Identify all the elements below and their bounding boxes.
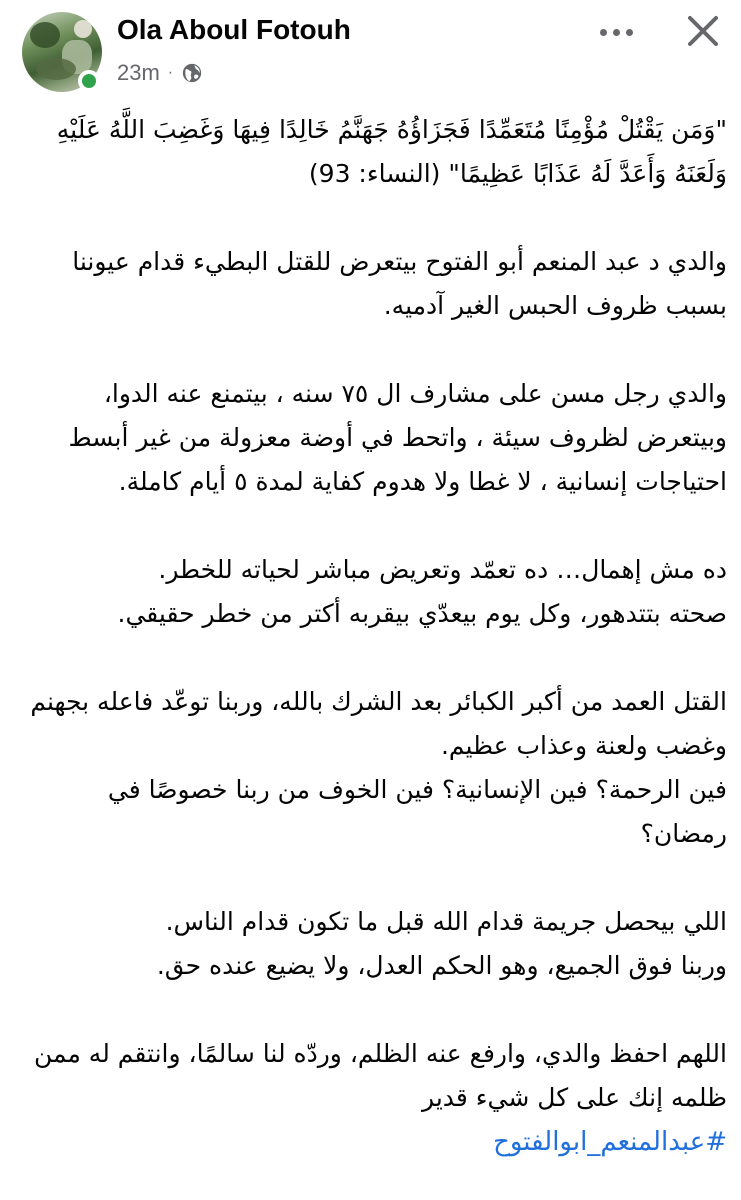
post-time[interactable]: 23m <box>117 60 160 85</box>
globe-icon[interactable] <box>181 62 203 84</box>
more-options-icon[interactable] <box>596 16 636 48</box>
meta-separator: · <box>167 64 174 81</box>
post-paragraph: والدي رجل مسن على مشارف ال ٧٥ سنه ، بيتمنع عنه الدوا، وبيتعرض لظروف سيئة ، واتحط في أوضة معزولة من غير أبسط احتياجات إنسانية ، لا غطا ولا هدوم كفاية لمدة ٥ أيام كاملة. <box>68 379 727 496</box>
post-text <box>22 108 727 1164</box>
author-name[interactable]: Ola Aboul Fotouh <box>117 14 351 45</box>
online-status-dot <box>78 70 100 92</box>
post-header <box>0 0 741 100</box>
prayer-paragraph: اللهم احفظ والدي، وارفع عنه الظلم، وردّه لنا سالمًا، وانتقم له ممن ظلمه إنك على كل شيء قدير <box>33 1039 727 1112</box>
post-paragraph: والدي د عبد المنعم أبو الفتوح بيتعرض للقتل البطيء قدام عيوننا بسبب ظروف الحبس الغير آدميه. <box>72 247 727 320</box>
hashtag-link[interactable]: #عبدالمنعم_ابوالفتوح <box>493 1127 727 1157</box>
post-line: اللي بيحصل جريمة قدام الله قبل ما تكون قدام الناس. <box>165 907 727 936</box>
close-icon[interactable] <box>680 12 724 52</box>
post-line: صحته بتتدهور، وكل يوم بيعدّي بيقربه أكتر من خطر حقيقي. <box>117 599 727 628</box>
post-line: وربنا فوق الجميع، وهو الحكم العدل، ولا يضيع عنده حق. <box>156 951 727 980</box>
post-line: فين الرحمة؟ فين الإنسانية؟ فين الخوف من ربنا خصوصًا في رمضان؟ <box>107 775 727 848</box>
post-line: ده مش إهمال… ده تعمّد وتعريض مباشر لحياته للخطر. <box>158 555 727 584</box>
author-avatar[interactable] <box>22 12 102 92</box>
post-line: القتل العمد من أكبر الكبائر بعد الشرك بالله، وربنا توعّد فاعله بجهنم وغضب ولعنة وعذاب عظيم. <box>30 687 727 760</box>
quran-verse: "وَمَن يَقْتُلْ مُؤْمِنًا مُتَعَمِّدًا فَجَزَاؤُهُ جَهَنَّمُ خَالِدًا فِيهَا وَغَضِبَ اللَّهُ عَلَيْهِ وَلَعَنَهُ وَأَعَدَّ لَهُ عَذَابًا عَظِيمًا" (النساء: 93) <box>56 115 727 188</box>
post-meta <box>117 58 203 88</box>
